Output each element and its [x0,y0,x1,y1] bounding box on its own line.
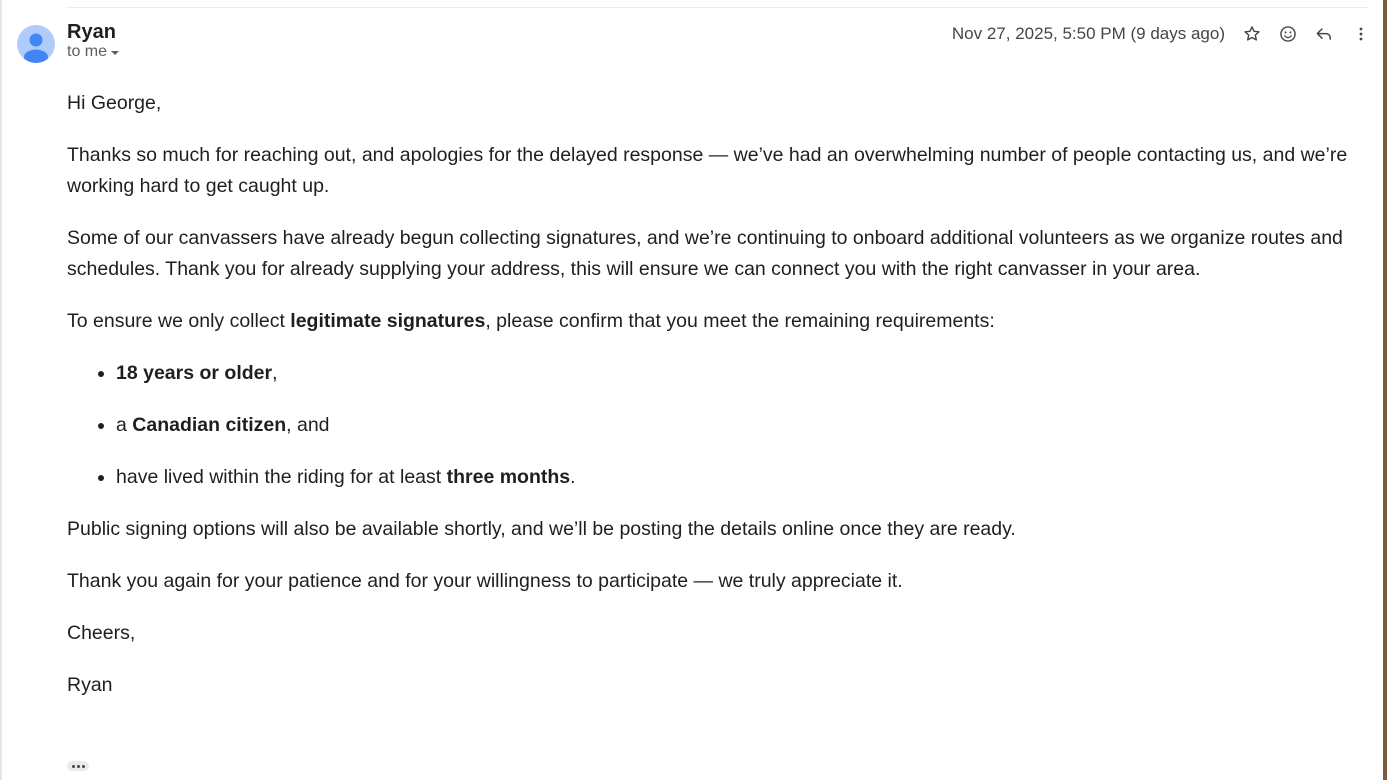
divider [66,7,1369,8]
caret-down-icon [111,51,119,55]
paragraph-thanks: Thank you again for your patience and for your willingness to participate — we truly appreciate it. [67,570,903,592]
more-vert-icon[interactable] [1350,23,1372,45]
recipient-label: to me [67,43,108,60]
paragraph-public-signing: Public signing options will also be available shortly, and we’ll be posting the details online once they are ready. [67,518,1016,540]
list-item [116,410,1357,441]
reply-icon[interactable] [1313,23,1335,45]
emphasis: Canadian citizen [132,414,287,436]
star-icon[interactable] [1241,23,1263,45]
paragraph-requirements-intro [67,306,1357,337]
dot-icon [77,765,80,768]
show-trimmed-content-button[interactable] [67,761,89,771]
emoji-reaction-icon[interactable] [1277,23,1299,45]
text: , [272,362,278,384]
dot-icon [72,765,75,768]
sender-name[interactable]: Ryan [67,21,116,43]
signoff: Cheers, [67,622,136,644]
emphasis: legitimate signatures [290,310,486,332]
text: a [116,414,133,436]
list-item [116,358,1357,389]
sender-avatar[interactable] [17,25,55,63]
dot-icon [82,765,85,768]
message-timestamp: Nov 27, 2025, 5:50 PM (9 days ago) [951,24,1225,43]
text: , please confirm that you meet the remaining requirements: [485,310,995,332]
paragraph-canvassers: Some of our canvassers have already begun collecting signatures, and we’re continuing to onboard additional volunteers as we organize routes and schedules. Thank you for already supplying your address, this will ensure we can connect you with the right canvasser in your area. [67,227,1343,280]
signature: Ryan [67,674,113,696]
emphasis: three months [446,466,571,488]
requirements-list [67,358,1357,493]
person-icon [17,25,55,63]
text: have lived within the riding for at least [116,466,447,488]
greeting: Hi George, [67,92,162,114]
text: To ensure we only collect [67,310,291,332]
list-item [116,462,1357,493]
paragraph-apology: Thanks so much for reaching out, and apologies for the delayed response — we’ve had an overwhelming number of people contacting us, and we’re working hard to get caught up. [67,144,1348,197]
emphasis: 18 years or older [116,362,273,384]
email-body [67,88,1357,722]
text: , and [286,414,330,436]
email-message-panel [2,0,1384,780]
window-edge [1383,0,1387,780]
text: . [570,466,576,488]
recipient-details-toggle[interactable] [67,43,119,61]
